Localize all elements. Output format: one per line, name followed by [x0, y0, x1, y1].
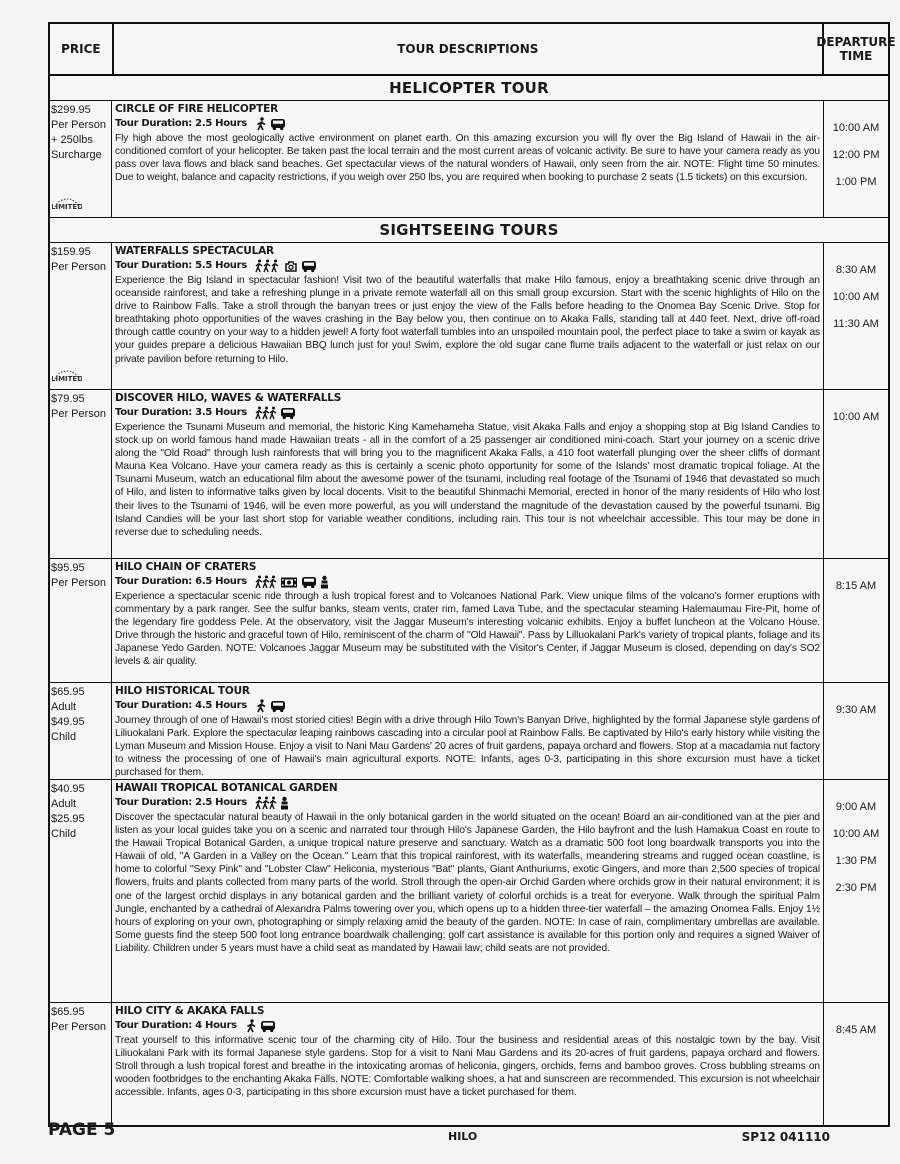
- departure-time: 10:00 AM: [832, 411, 880, 423]
- price-cell: [50, 101, 112, 217]
- activity-icons: [245, 1019, 276, 1033]
- tour-row: [50, 1003, 888, 1125]
- departure-time: 1:00 PM: [835, 176, 877, 188]
- tour-duration: [115, 575, 820, 589]
- tour-duration: [115, 699, 820, 713]
- tour-title: HAWAII TROPICAL BOTANICAL GARDEN: [115, 782, 338, 794]
- tour-duration: [115, 1019, 820, 1033]
- description-cell: [112, 559, 824, 682]
- price-line: $65.95: [51, 686, 85, 698]
- price-line: Child: [51, 731, 77, 743]
- departure-time: 2:30 PM: [835, 882, 877, 894]
- price-cell: [50, 683, 112, 779]
- price-line: $79.95: [51, 393, 85, 405]
- price-line: $95.95: [51, 562, 85, 574]
- bus-icon: [280, 407, 296, 420]
- limited-badge-icon: [52, 189, 82, 213]
- walking-group-icon: [255, 796, 277, 810]
- tour-duration: [115, 406, 820, 420]
- price-line: $40.95: [51, 783, 85, 795]
- price-cell: [50, 390, 112, 558]
- bus-icon: [260, 1020, 276, 1033]
- tour-title: CIRCLE OF FIRE HELICOPTER: [115, 103, 278, 115]
- camera-icon: [284, 260, 298, 273]
- bus-icon: [301, 260, 317, 273]
- tour-title: HILO HISTORICAL TOUR: [115, 685, 250, 697]
- departure-cell: [824, 1003, 888, 1125]
- description-cell: [112, 243, 824, 389]
- activity-icons: [255, 259, 317, 273]
- departure-time: 10:00 AM: [832, 291, 880, 303]
- description-cell: [112, 101, 824, 217]
- port-name: HILO: [448, 1130, 478, 1143]
- film-icon: [280, 576, 298, 589]
- price-line: Per Person: [51, 577, 107, 589]
- description-cell: [112, 390, 824, 558]
- tour-description: Fly high above the most geologically active environment on planet earth. On this amazing excursion you will fly over the Big Island of Hawaii in the air-conditioned comfort of your helicopter. Be taken past the local terrain and the most current areas of volcanic activity. Be sure to have your camera ready as you pass over lava flows and black sand beaches. Get spectacular views of the natural wonders of Hawaii, only seen from the air. NOTE: Flight time 50 minutes. Due to weight, balance and capacity restrictions, if you weigh over 250 lbs, you are required when booking to purchase 2 seats (1.5 tickets) on this excursion.: [115, 133, 820, 184]
- departure-time: 10:00 AM: [832, 122, 880, 134]
- departure-time: 11:30 AM: [833, 318, 879, 330]
- tour-description: Experience the Big Island in spectacular fashion! Visit two of the beautiful waterfalls that make Hilo famous, enjoy a breathtaking scenic drive through an oceanside rainforest, and take a refreshing plunge in a private remote waterfall all on this small group excursion. Start with the scenic highlights of Hilo on the drive to Rainbow Falls. Take a stroll through the banyan trees or just enjoy the view of the Falls before heading to the Onomea Bay Scenic Drive. Stop for breathtaking photo opportunities of the waves crashing in the Bay below you, then continue on to Akaka Falls, standing tall at 440 feet. Next, drive off-road through cattle country on your way to a hidden jewel! A forty foot waterfall tumbles into an unspoiled mountain pool, the perfect place to take a swim or kayak as your guides prepare a delicious Hawaiian BBQ lunch just for you! Swim, explore the old sugar cane flume trails adjacent to the waterfall or just relax on our private pavilion before returning to Hilo.: [115, 275, 820, 365]
- price-cell: [50, 1003, 112, 1125]
- tour-duration-label: Tour Duration: 4 Hours: [115, 1020, 237, 1031]
- tour-duration-label: Tour Duration: 2.5 Hours: [115, 797, 247, 808]
- tour-row: [50, 780, 888, 1003]
- price-line: Child: [51, 828, 77, 840]
- price-line: $299.95: [51, 104, 91, 116]
- tour-description: Journey through of one of Hawaii's most storied cities! Begin with a drive through Hilo Town's Banyan Drive, highlighted by the formal Japanese style gardens of Liliuokalani Park. Explore the spectacular leaping rainbows cascading into a circular pool at Rainbow Falls. Be captivated by Hilo's early history while visiting the Lyman Museum and Mission House. Enjoy a visit to Nani Mau Gardens' 20 acres of fruit gardens, papaya orchard and flowers. Stop at a macadamia nut factory to witness the processing of one of Hawaii's main agricultural exports. NOTE: Infants, ages 0-3, participating in this shore excursion must have a ticket purchased for them.: [115, 715, 820, 779]
- document-code: SP12 041110: [741, 1130, 830, 1144]
- page-footer: [48, 1120, 890, 1150]
- departure-time: 10:00 AM: [832, 828, 880, 840]
- bus-icon: [270, 118, 286, 131]
- price-line: Adult: [51, 701, 77, 713]
- departure-time: 1:30 PM: [835, 855, 877, 867]
- tour-description: Experience a spectacular scenic ride through a lush tropical forest and to Volcanoes National Park. View unique films of the volcano's former eruptions with commentary by a park ranger. See the sulfur banks, steam vents, crater rim, famed Lava Tube, and the spectacular steaming Halemaumau Fire-Pit, home of the legendary fire goddess Pele. At the observatory, visit the Jaggar Museum's interesting volcanic exhibits. Enjoy a buffet luncheon at the Volcano House. Drive through the historic and graceful town of Hilo, reminiscent of the charm of "Old Hawaii". Pass by Lilluokalani Park's variety of tropical plants, foliage and its Japanese Yedo Garden. NOTE: Volcanoes Jaggar Museum may be substituted with the Visitor's Center, if Jaggar Museum is closed, depending on day's SO2 levels & air quality.: [115, 591, 820, 668]
- bus-icon: [301, 576, 317, 589]
- description-cell: [112, 1003, 824, 1125]
- description-cell: [112, 683, 824, 779]
- tour-duration-label: Tour Duration: 4.5 Hours: [115, 700, 247, 711]
- description-cell: [112, 780, 824, 1002]
- departure-time: 9:30 AM: [835, 704, 877, 716]
- table-header: [50, 24, 896, 76]
- tour-title: DISCOVER HILO, WAVES & WATERFALLS: [115, 392, 342, 404]
- tour-row: [50, 683, 888, 780]
- tour-description: Treat yourself to this informative scenic tour of the charming city of Hilo. Tour the business and residential areas of this nostalgic town by the bay. Visit Liliuokalani Park with its formal Japanese style gardens. Stop for a visit to Nani Mau Gardens and its 20-acres of fruit gardens, papaya orchard and flowers. Stroll through a lush tropical forest and breathe in the intoxicating aromas of heliconia, gingers, orchids, ferns and bamboo groves. Cross bubbling streams on wooden footbridges to the enchanting Akaka Falls. NOTE: Comfortable walking shoes, a hat and sunscreen are recommended. This excursion is not wheelchair accessible. Infants, ages 0-3, participating in this shore excursion must have a ticket purchased for them.: [115, 1035, 820, 1099]
- price-line: Per Person: [51, 261, 107, 273]
- section-title-helicopter: HELICOPTER TOUR: [50, 76, 888, 101]
- price-cell: [50, 559, 112, 682]
- departure-cell: [824, 683, 888, 779]
- tour-title: WATERFALLS SPECTACULAR: [115, 245, 274, 257]
- departure-cell: [824, 390, 888, 558]
- price-line: $159.95: [51, 246, 91, 258]
- tour-title: HILO CITY & AKAKA FALLS: [115, 1005, 265, 1017]
- tour-duration: [115, 259, 820, 273]
- price-line: Surcharge: [51, 149, 102, 161]
- price-line: $49.95: [51, 716, 85, 728]
- description-header: TOUR DESCRIPTIONS: [114, 24, 824, 74]
- limited-badge-text: LIMITED: [52, 375, 82, 383]
- price-line: $25.95: [51, 813, 85, 825]
- walking-group-icon: [255, 575, 277, 589]
- tour-description: Experience the Tsunami Museum and memorial, the historic King Kamehameha Statue, visit Akaka Falls and enjoy a shopping stop at Big Island Candies to stock up on world famous hand made Hawaiian treats - all in the comfort of a 25 passenger air conditioned mini-coach. Start your journey on a scenic drive along the "Old Road" through lush rainforests that will bring you to the magnificent Akaka Falls, a 410 foot waterfall plunging over the sheer cliffs of dormant Mauna Kea Volcano. Have your camera ready as this is certainly a scenic photo opportunity for some of the Islands' most dramatic tropical foliage. At the Tsunami Museum, watch an educational film about the awesome power of the tsunami, including real footage of the Tsunami of 1946 that devastated so much of Hilo, and listen to informative talks given by local docents. Visit to the beautiful Shinmachi Memorial, erected in honor of the many residents of Hilo who lost their lives to the Tsunami of 1946, will be even more powerful, as you will understand the magnitude of the devastation caused by the powerful tsunami. Big Island Candies will be your last short stop for variable weather conditions, including rain. This tour is not wheelchair accessible. This tour may be done in reverse due to scheduling needs.: [115, 422, 820, 538]
- departure-cell: [824, 101, 888, 217]
- tour-duration-label: Tour Duration: 2.5 Hours: [115, 118, 247, 129]
- meal-icon: [280, 796, 289, 810]
- departure-cell: [824, 243, 888, 389]
- price-line: Per Person: [51, 1021, 107, 1033]
- activity-icons: [255, 117, 286, 131]
- price-header: PRICE: [50, 24, 114, 74]
- tour-duration-label: Tour Duration: 3.5 Hours: [115, 407, 247, 418]
- limited-badge-icon: [52, 361, 82, 385]
- departure-cell: [824, 780, 888, 1002]
- price-line: + 250lbs: [51, 134, 93, 146]
- price-cell: [50, 243, 112, 389]
- walking-icon: [255, 699, 267, 713]
- bus-icon: [270, 700, 286, 713]
- tour-rows: [50, 76, 888, 1125]
- price-cell: [50, 780, 112, 1002]
- tour-duration: [115, 796, 820, 810]
- walking-icon: [255, 117, 267, 131]
- activity-icons: [255, 406, 296, 420]
- tour-row: [50, 390, 888, 559]
- tour-description: Discover the spectacular natural beauty of Hawaii in the only botanical garden in the world situated on the ocean! Board an air-conditioned van at the pier and listen as your local guides take you on a scenic and narrated tour through Hilo's Japanese Garden, the Hilo bayfront and the lush Hamakua Coast en route to the Hawaii Tropical Botanical Garden, a unique tropical nature preserve and sanctuary. Watch as a dramatic 500 foot long boardwalk transports you into the Hawaii of old, "A Garden in a Valley on the Ocean." Learn that this tropical rainforest, with its waterfalls, meandering streams and rugged ocean coastline, is home to colorful "Sexy Pink" and "Lobster Claw" Heliconia, mysterious "Bat" plants, Giant Anthuriums, exotic Gingers, and more than 2,500 species of tropical flowers, fruits and plants collected from many parts of the world. Stroll through the open-air Orchid Garden where orchids grow in their natural environment; it is one of the largest orchid displays in any botanical garden and the brilliant variety of colorful orchids is a treat for everyone. Walk through the spiritual Palm Jungle, enchanted by a cathedral of Alexandra Palms towering over you, which opens up to a hidden three-tier waterfall – the amazing Onomea Falls. Enjoy 1½ hours of exploring on your own, photographing or simply relaxing amid the beauty of the garden. NOTE: In case of rain, complimentary umbrellas are available. Some guests find the steep 500 foot long entrance boardwalk challenging; golf cart assistance is available for this portion only and requires a signed Waiver of Liability. Children under 5 years must have a child seat as mandated by Hawaii law; child seats are not provided.: [115, 812, 820, 954]
- page-number: PAGE 5: [48, 1120, 116, 1140]
- activity-icons: [255, 575, 329, 589]
- departure-time: 9:00 AM: [835, 801, 877, 813]
- section-title-sightseeing: SIGHTSEEING TOURS: [50, 218, 888, 243]
- departure-time: 12:00 PM: [832, 149, 880, 161]
- activity-icons: [255, 699, 286, 713]
- meal-icon: [320, 575, 329, 589]
- departure-time: 8:30 AM: [835, 264, 877, 276]
- tour-title: HILO CHAIN OF CRATERS: [115, 561, 257, 573]
- departure-header: DEPARTURE TIME: [816, 35, 896, 63]
- tour-row: [50, 101, 888, 218]
- departure-time: 8:45 AM: [835, 1024, 877, 1036]
- departure-time: 8:15 AM: [835, 580, 877, 592]
- price-line: $65.95: [51, 1006, 85, 1018]
- activity-icons: [255, 796, 289, 810]
- hiking-group-icon: [255, 259, 281, 273]
- tour-duration-label: Tour Duration: 5.5 Hours: [115, 260, 247, 271]
- price-line: Per Person: [51, 408, 107, 420]
- tour-duration-label: Tour Duration: 6.5 Hours: [115, 576, 247, 587]
- price-line: Adult: [51, 798, 77, 810]
- walking-group-icon: [255, 406, 277, 420]
- departure-cell: [824, 559, 888, 682]
- limited-badge-text: LIMITED: [52, 203, 82, 211]
- price-line: Per Person: [51, 119, 107, 131]
- tour-duration: [115, 117, 820, 131]
- walking-icon: [245, 1019, 257, 1033]
- tour-row: [50, 243, 888, 390]
- tour-row: [50, 559, 888, 683]
- tour-sheet: [48, 22, 896, 1127]
